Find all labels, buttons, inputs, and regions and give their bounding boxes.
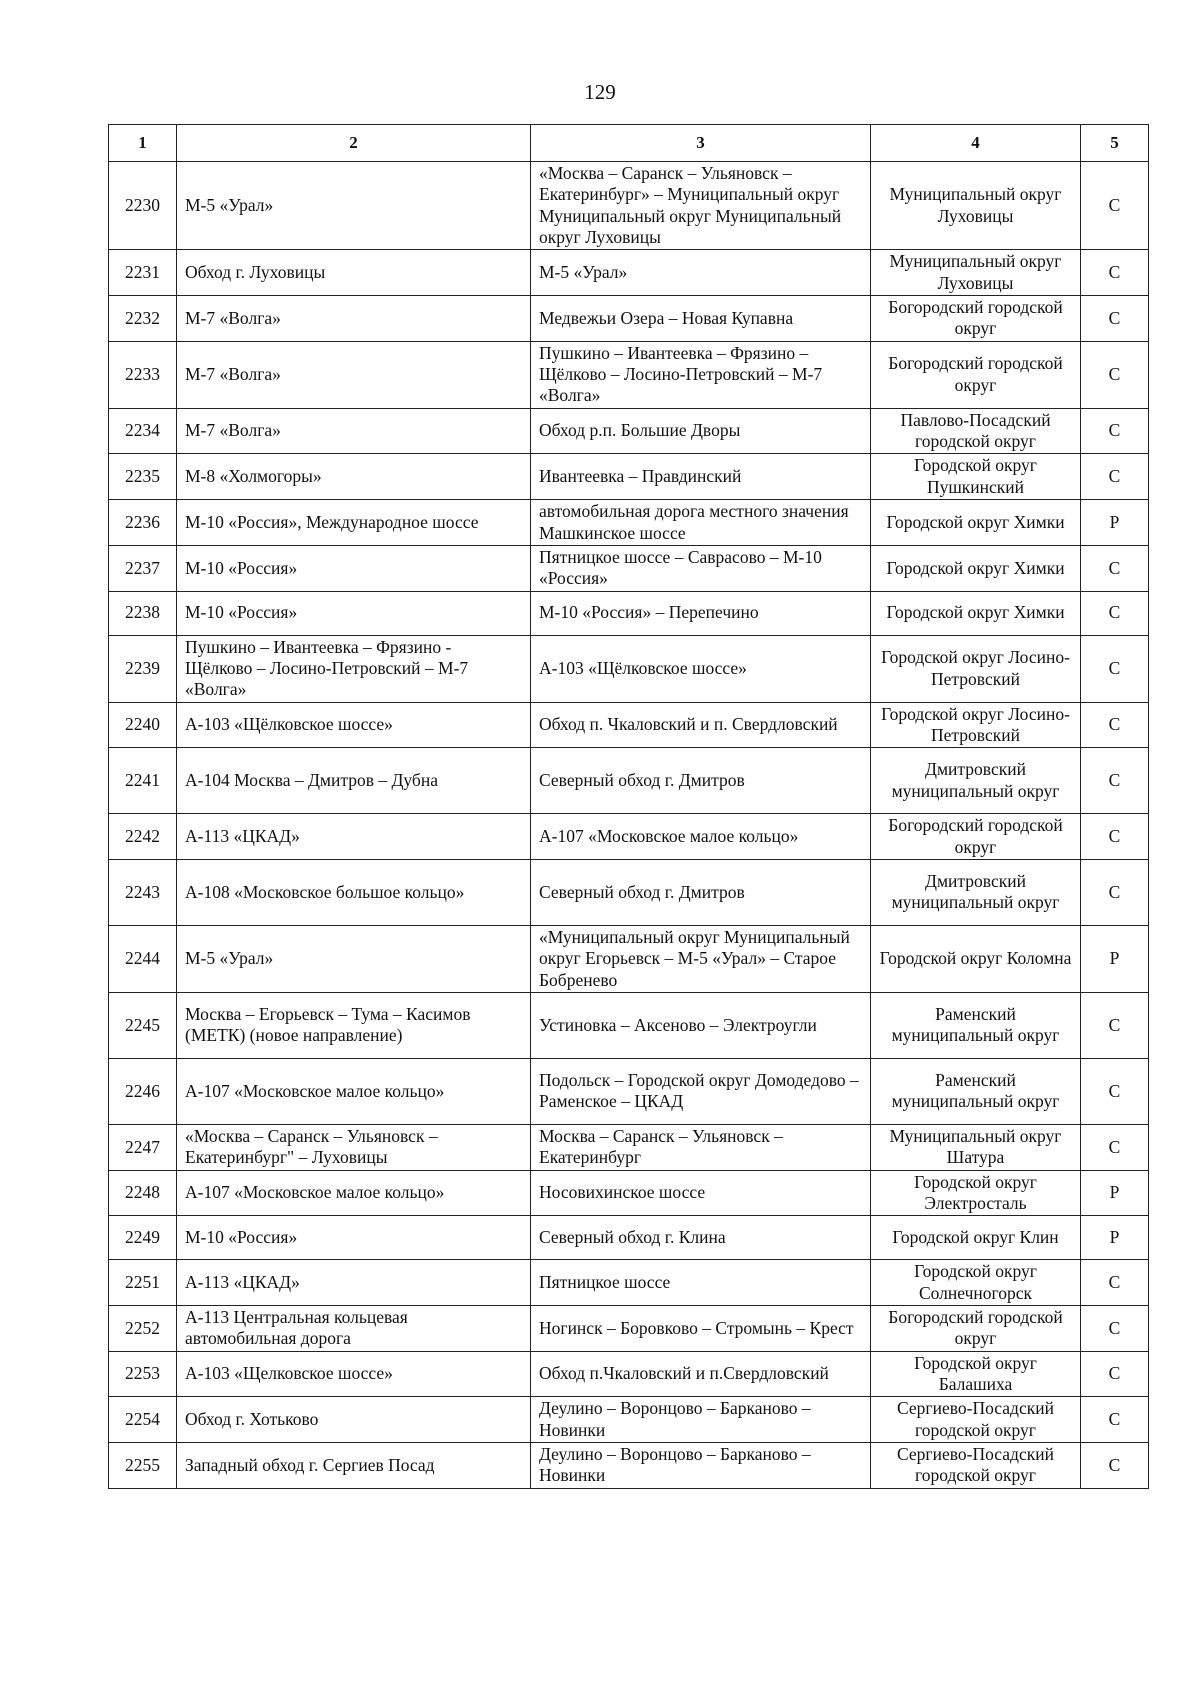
class-cell: С	[1081, 702, 1149, 748]
district-cell: Городской округ Лосино-Петровский	[871, 702, 1081, 748]
row-number-cell: 2253	[109, 1351, 177, 1397]
road-section-cell: Обход п. Чкаловский и п. Свердловский	[531, 702, 871, 748]
table-row	[109, 1443, 1149, 1489]
road-name-cell: М-7 «Волга»	[177, 296, 531, 342]
roads-table	[108, 124, 1149, 1489]
road-name-cell: «Москва – Саранск – Ульяновск – Екатеринбург" – Луховицы	[177, 1124, 531, 1170]
road-section-cell: Москва – Саранск – Ульяновск – Екатеринбург	[531, 1124, 871, 1170]
row-number-cell: 2255	[109, 1443, 177, 1489]
class-cell: С	[1081, 1443, 1149, 1489]
road-section-cell: Пушкино – Ивантеевка – Фрязино – Щёлково – Лосино-Петровский – М-7 «Волга»	[531, 341, 871, 408]
road-section-cell: А-107 «Московское малое кольцо»	[531, 814, 871, 860]
road-name-cell: Пушкино – Ивантеевка – Фрязино - Щёлково – Лосино-Петровский – М-7 «Волга»	[177, 635, 531, 702]
table-row	[109, 1058, 1149, 1124]
class-cell: Р	[1081, 500, 1149, 546]
district-cell: Городской округ Электросталь	[871, 1170, 1081, 1216]
row-number-cell: 2247	[109, 1124, 177, 1170]
header-col-3: 3	[531, 125, 871, 162]
road-name-cell: А-113 «ЦКАД»	[177, 814, 531, 860]
district-cell: Муниципальный округ Шатура	[871, 1124, 1081, 1170]
road-name-cell: А-113 Центральная кольцевая автомобильная дорога	[177, 1306, 531, 1352]
row-number-cell: 2246	[109, 1058, 177, 1124]
class-cell: С	[1081, 1351, 1149, 1397]
road-name-cell: А-107 «Московское малое кольцо»	[177, 1058, 531, 1124]
header-col-5: 5	[1081, 125, 1149, 162]
road-name-cell: А-107 «Московское малое кольцо»	[177, 1170, 531, 1216]
road-section-cell: Устиновка – Аксеново – Электроугли	[531, 992, 871, 1058]
table-row	[109, 748, 1149, 814]
district-cell: Раменский муниципальный округ	[871, 1058, 1081, 1124]
road-section-cell: Обход р.п. Большие Дворы	[531, 408, 871, 454]
row-number-cell: 2242	[109, 814, 177, 860]
district-cell: Сергиево-Посадский городской округ	[871, 1443, 1081, 1489]
row-number-cell: 2252	[109, 1306, 177, 1352]
class-cell: С	[1081, 1260, 1149, 1306]
road-section-cell: Ивантеевка – Правдинский	[531, 454, 871, 500]
district-cell: Богородский городской округ	[871, 341, 1081, 408]
road-name-cell: Обход г. Хотьково	[177, 1397, 531, 1443]
row-number-cell: 2239	[109, 635, 177, 702]
road-name-cell: А-103 «Щёлковское шоссе»	[177, 702, 531, 748]
table-row	[109, 925, 1149, 992]
table-row	[109, 1306, 1149, 1352]
table-row	[109, 500, 1149, 546]
road-name-cell: Москва – Егорьевск – Тума – Касимов (МЕТК) (новое направление)	[177, 992, 531, 1058]
road-section-cell: А-103 «Щёлковское шоссе»	[531, 635, 871, 702]
district-cell: Богородский городской округ	[871, 296, 1081, 342]
district-cell: Раменский муниципальный округ	[871, 992, 1081, 1058]
road-section-cell: Северный обход г. Клина	[531, 1216, 871, 1260]
district-cell: Городской округ Пушкинский	[871, 454, 1081, 500]
table-row	[109, 1216, 1149, 1260]
row-number-cell: 2233	[109, 341, 177, 408]
district-cell: Городской округ Химки	[871, 591, 1081, 635]
table-row	[109, 1124, 1149, 1170]
class-cell: С	[1081, 341, 1149, 408]
table-row	[109, 859, 1149, 925]
road-section-cell: Обход п.Чкаловский и п.Свердловский	[531, 1351, 871, 1397]
district-cell: Дмитровский муниципальный округ	[871, 748, 1081, 814]
road-section-cell: М-5 «Урал»	[531, 250, 871, 296]
table-row	[109, 591, 1149, 635]
road-section-cell: «Москва – Саранск – Ульяновск – Екатеринбург» – Муниципальный округ Муниципальный округ Муниципальный округ Луховицы	[531, 162, 871, 250]
class-cell: С	[1081, 1306, 1149, 1352]
road-section-cell: Медвежьи Озера – Новая Купавна	[531, 296, 871, 342]
class-cell: С	[1081, 748, 1149, 814]
row-number-cell: 2230	[109, 162, 177, 250]
class-cell: С	[1081, 1124, 1149, 1170]
district-cell: Павлово-Посадский городской округ	[871, 408, 1081, 454]
table-row	[109, 250, 1149, 296]
road-section-cell: Пятницкое шоссе	[531, 1260, 871, 1306]
district-cell: Городской округ Коломна	[871, 925, 1081, 992]
road-name-cell: М-10 «Россия»	[177, 1216, 531, 1260]
table-row	[109, 408, 1149, 454]
class-cell: С	[1081, 992, 1149, 1058]
table-row	[109, 992, 1149, 1058]
class-cell: С	[1081, 296, 1149, 342]
district-cell: Городской округ Клин	[871, 1216, 1081, 1260]
road-name-cell: М-5 «Урал»	[177, 925, 531, 992]
road-name-cell: А-113 «ЦКАД»	[177, 1260, 531, 1306]
row-number-cell: 2243	[109, 859, 177, 925]
header-row	[109, 125, 1149, 162]
road-name-cell: А-108 «Московское большое кольцо»	[177, 859, 531, 925]
header-col-4: 4	[871, 125, 1081, 162]
row-number-cell: 2232	[109, 296, 177, 342]
district-cell: Городской округ Лосино-Петровский	[871, 635, 1081, 702]
row-number-cell: 2231	[109, 250, 177, 296]
table-row	[109, 814, 1149, 860]
header-col-1: 1	[109, 125, 177, 162]
table-row	[109, 702, 1149, 748]
district-cell: Богородский городской округ	[871, 1306, 1081, 1352]
road-section-cell: М-10 «Россия» – Перепечино	[531, 591, 871, 635]
table-row	[109, 635, 1149, 702]
district-cell: Дмитровский муниципальный округ	[871, 859, 1081, 925]
header-col-2: 2	[177, 125, 531, 162]
class-cell: С	[1081, 1397, 1149, 1443]
road-name-cell: М-10 «Россия»	[177, 545, 531, 591]
road-name-cell: М-5 «Урал»	[177, 162, 531, 250]
road-section-cell: автомобильная дорога местного значения Машкинское шоссе	[531, 500, 871, 546]
class-cell: С	[1081, 162, 1149, 250]
row-number-cell: 2238	[109, 591, 177, 635]
road-section-cell: Пятницкое шоссе – Саврасово – М-10 «Россия»	[531, 545, 871, 591]
road-name-cell: М-7 «Волга»	[177, 341, 531, 408]
class-cell: С	[1081, 591, 1149, 635]
class-cell: С	[1081, 545, 1149, 591]
table-row	[109, 341, 1149, 408]
road-section-cell: Носовихинское шоссе	[531, 1170, 871, 1216]
row-number-cell: 2237	[109, 545, 177, 591]
class-cell: Р	[1081, 925, 1149, 992]
row-number-cell: 2236	[109, 500, 177, 546]
class-cell: С	[1081, 408, 1149, 454]
table-row	[109, 162, 1149, 250]
table-row	[109, 545, 1149, 591]
class-cell: С	[1081, 859, 1149, 925]
row-number-cell: 2251	[109, 1260, 177, 1306]
table-row	[109, 1260, 1149, 1306]
road-section-cell: Ногинск – Боровково – Стромынь – Крест	[531, 1306, 871, 1352]
district-cell: Сергиево-Посадский городской округ	[871, 1397, 1081, 1443]
page-number: 129	[584, 80, 616, 104]
road-name-cell: Обход г. Луховицы	[177, 250, 531, 296]
table-row	[109, 1170, 1149, 1216]
row-number-cell: 2240	[109, 702, 177, 748]
district-cell: Городской округ Солнечногорск	[871, 1260, 1081, 1306]
row-number-cell: 2254	[109, 1397, 177, 1443]
table-row	[109, 1397, 1149, 1443]
road-name-cell: М-8 «Холмогоры»	[177, 454, 531, 500]
road-name-cell: А-104 Москва – Дмитров – Дубна	[177, 748, 531, 814]
row-number-cell: 2244	[109, 925, 177, 992]
district-cell: Городской округ Химки	[871, 545, 1081, 591]
road-name-cell: М-10 «Россия»	[177, 591, 531, 635]
class-cell: С	[1081, 814, 1149, 860]
row-number-cell: 2235	[109, 454, 177, 500]
row-number-cell: 2234	[109, 408, 177, 454]
road-section-cell: Северный обход г. Дмитров	[531, 748, 871, 814]
class-cell: Р	[1081, 1216, 1149, 1260]
class-cell: С	[1081, 1058, 1149, 1124]
road-name-cell: М-10 «Россия», Международное шоссе	[177, 500, 531, 546]
road-section-cell: Северный обход г. Дмитров	[531, 859, 871, 925]
class-cell: С	[1081, 635, 1149, 702]
table-row	[109, 454, 1149, 500]
class-cell: Р	[1081, 1170, 1149, 1216]
row-number-cell: 2248	[109, 1170, 177, 1216]
road-name-cell: М-7 «Волга»	[177, 408, 531, 454]
district-cell: Богородский городской округ	[871, 814, 1081, 860]
road-name-cell: А-103 «Щелковское шоссе»	[177, 1351, 531, 1397]
road-section-cell: Деулино – Воронцово – Барканово – Новинки	[531, 1443, 871, 1489]
row-number-cell: 2241	[109, 748, 177, 814]
district-cell: Городской округ Балашиха	[871, 1351, 1081, 1397]
row-number-cell: 2245	[109, 992, 177, 1058]
row-number-cell: 2249	[109, 1216, 177, 1260]
road-section-cell: «Муниципальный округ Муниципальный округ Егорьевск – М-5 «Урал» – Старое Бобренево	[531, 925, 871, 992]
class-cell: С	[1081, 454, 1149, 500]
road-name-cell: Западный обход г. Сергиев Посад	[177, 1443, 531, 1489]
table-row	[109, 1351, 1149, 1397]
district-cell: Городской округ Химки	[871, 500, 1081, 546]
road-section-cell: Подольск – Городской округ Домодедово – Раменское – ЦКАД	[531, 1058, 871, 1124]
district-cell: Муниципальный округ Луховицы	[871, 250, 1081, 296]
table-row	[109, 296, 1149, 342]
road-section-cell: Деулино – Воронцово – Барканово – Новинки	[531, 1397, 871, 1443]
class-cell: С	[1081, 250, 1149, 296]
district-cell: Муниципальный округ Луховицы	[871, 162, 1081, 250]
